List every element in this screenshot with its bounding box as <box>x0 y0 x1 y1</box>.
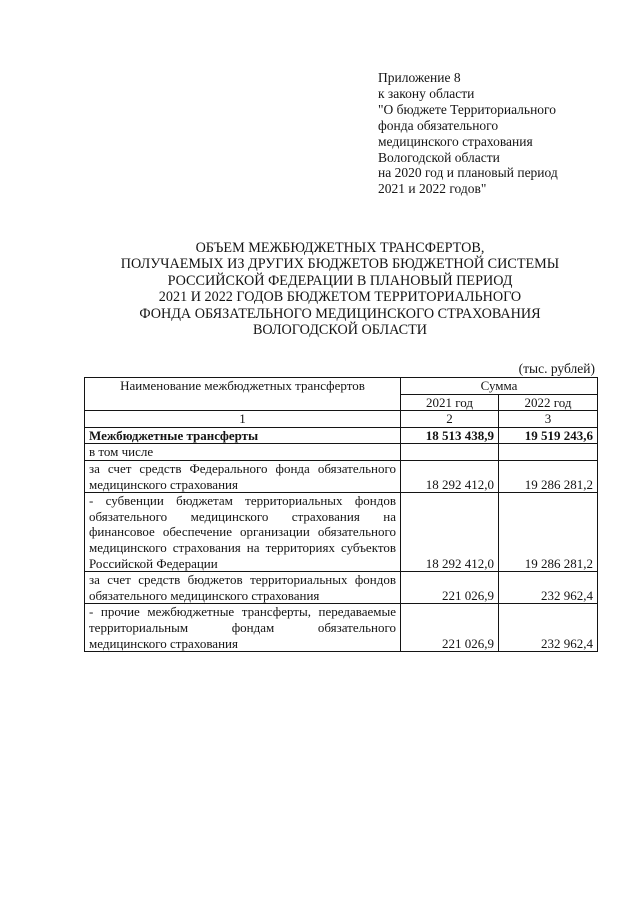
table-row <box>85 444 598 461</box>
header-sum-cell: Сумма <box>401 378 598 395</box>
row-name: Межбюджетные трансферты <box>85 427 401 444</box>
title-line: РОССИЙСКОЙ ФЕДЕРАЦИИ В ПЛАНОВЫЙ ПЕРИОД <box>167 272 513 289</box>
appendix-line: 2021 и 2022 годов" <box>378 181 487 197</box>
table-row <box>85 604 598 652</box>
title-line: ФОНДА ОБЯЗАТЕЛЬНОГО МЕДИЦИНСКОГО СТРАХОВАНИЯ <box>139 305 541 322</box>
row-value-2022: 232 962,4 <box>499 604 598 652</box>
row-value-2021: 221 026,9 <box>401 604 499 652</box>
row-value-2022: 232 962,4 <box>499 572 598 604</box>
row-value-2021 <box>401 444 499 461</box>
appendix-line: к закону области <box>378 85 475 101</box>
row-value-2021: 221 026,9 <box>401 572 499 604</box>
title-line: ПОЛУЧАЕМЫХ ИЗ ДРУГИХ БЮДЖЕТОВ БЮДЖЕТНОЙ СИСТЕМЫ <box>120 256 560 273</box>
row-name: за счет средств Федерального фонда обязательного медицинского страхования <box>85 460 401 492</box>
row-value-2021: 18 292 412,0 <box>401 493 499 572</box>
table-row <box>85 460 598 492</box>
column-number-2: 2 <box>401 411 499 428</box>
row-name: - прочие межбюджетные трансферты, передаваемые территориальным фондам обязательного медицинского страхования <box>85 604 401 652</box>
table-row <box>85 427 598 444</box>
header-year-2022: 2022 год <box>499 394 598 411</box>
row-value-2022 <box>499 444 598 461</box>
row-name: - субвенции бюджетам территориальных фондов обязательного медицинского страхования на финансовое обеспечение организации обязательного медицинского страхования на территориях субъектов Российской Федерации <box>85 493 401 572</box>
title-line: 2021 И 2022 ГОДОВ БЮДЖЕТОМ ТЕРРИТОРИАЛЬНОГО <box>158 289 522 306</box>
row-value-2021: 18 513 438,9 <box>401 427 499 444</box>
appendix-line: на 2020 год и плановый период <box>378 165 558 181</box>
appendix-line: Приложение 8 <box>378 70 461 85</box>
appendix-line: фонда обязательного <box>378 117 499 133</box>
appendix-block <box>378 70 628 197</box>
table-header-row <box>85 378 598 395</box>
column-number-1: 1 <box>85 411 401 428</box>
transfers-table <box>84 377 598 652</box>
row-value-2022: 19 286 281,2 <box>499 460 598 492</box>
appendix-line: "О бюджете Территориального <box>378 101 557 117</box>
row-name: за счет средств бюджетов территориальных фондов обязательного медицинского страхования <box>85 572 401 604</box>
document-title <box>60 240 620 338</box>
title-line: ВОЛОГОДСКОЙ ОБЛАСТИ <box>252 322 428 339</box>
header-year-2021: 2021 год <box>401 394 499 411</box>
appendix-line: Вологодской области <box>378 149 500 165</box>
units-label: (тыс. рублей) <box>518 361 595 376</box>
row-value-2021: 18 292 412,0 <box>401 460 499 492</box>
column-numbers-row <box>85 411 598 428</box>
row-name: в том числе <box>85 444 401 461</box>
row-value-2022: 19 519 243,6 <box>499 427 598 444</box>
table-row <box>85 572 598 604</box>
header-name-cell: Наименование межбюджетных трансфертов <box>85 378 401 411</box>
appendix-line: медицинского страхования <box>378 133 533 149</box>
row-value-2022: 19 286 281,2 <box>499 493 598 572</box>
table-row <box>85 493 598 572</box>
column-number-3: 3 <box>499 411 598 428</box>
title-line: ОБЪЕМ МЕЖБЮДЖЕТНЫХ ТРАНСФЕРТОВ, <box>195 240 485 256</box>
